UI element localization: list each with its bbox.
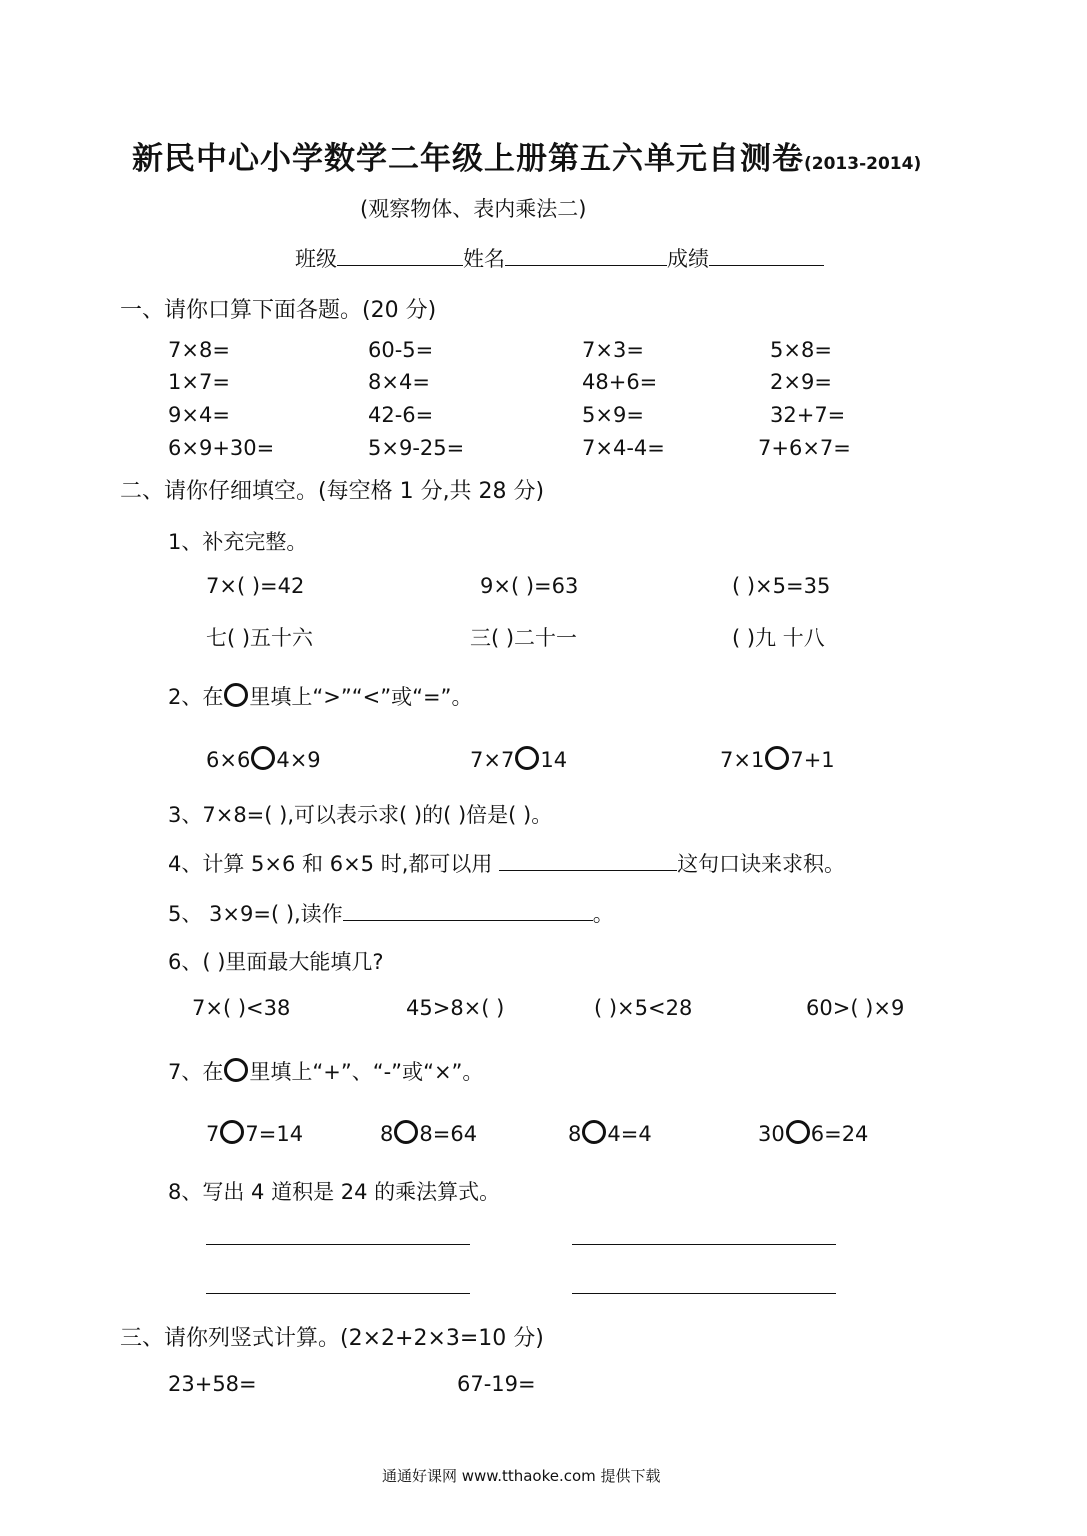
info-line xyxy=(295,243,824,273)
calc-item: 7×3= xyxy=(582,338,644,362)
name-label: 姓名 xyxy=(463,247,505,271)
q5: 5、 3×9=( ),读作 。 xyxy=(168,898,614,928)
q1-item: ( )九 十八 xyxy=(732,626,825,650)
section-1-heading: 一、请你口算下面各题。(20 分) xyxy=(120,298,437,323)
q7-item: 7 7=14 xyxy=(206,1122,304,1146)
q6-item: ( )×5<28 xyxy=(594,996,693,1020)
vertical-calc-item: 23+58= xyxy=(168,1372,257,1396)
q6-item: 60>( )×9 xyxy=(806,996,905,1020)
q7-item: 8 4=4 xyxy=(568,1122,652,1146)
q2-item: 7×1 7+1 xyxy=(720,748,835,772)
calc-item: 6×9+30= xyxy=(168,436,275,460)
subtitle: (观察物体、表内乘法二) xyxy=(360,197,587,221)
calc-item: 1×7= xyxy=(168,370,230,394)
q8-answer-line[interactable] xyxy=(206,1293,470,1294)
calc-item: 7×8= xyxy=(168,338,230,362)
class-blank[interactable] xyxy=(337,243,463,266)
q6-item: 45>8×( ) xyxy=(406,996,505,1020)
q4-answer-blank[interactable] xyxy=(499,848,677,871)
title-text: 新民中心小学数学二年级上册第五六单元自测卷 xyxy=(132,141,804,177)
page-title xyxy=(132,133,921,178)
answer-circle-icon[interactable] xyxy=(582,1120,606,1144)
answer-circle-icon[interactable] xyxy=(251,746,275,770)
name-blank[interactable] xyxy=(505,243,667,266)
calc-item: 8×4= xyxy=(368,370,430,394)
vertical-calc-item: 67-19= xyxy=(457,1372,536,1396)
q2-label: 2、在 里填上“>”“<”或“=”。 xyxy=(168,685,473,709)
calc-item: 5×9= xyxy=(582,403,644,427)
q4: 4、计算 5×6 和 6×5 时,都可以用 这句口诀来求积。 xyxy=(168,848,845,878)
q3: 3、7×8=( ),可以表示求( )的( )倍是( )。 xyxy=(168,803,553,827)
q6-label: 6、( )里面最大能填几? xyxy=(168,950,384,974)
section-3-heading: 三、请你列竖式计算。(2×2+2×3=10 分) xyxy=(120,1326,544,1351)
calc-item: 2×9= xyxy=(770,370,832,394)
q5-answer-blank[interactable] xyxy=(343,898,593,921)
calc-item: 9×4= xyxy=(168,403,230,427)
q1-item: 三( )二十一 xyxy=(470,626,578,650)
calc-item: 32+7= xyxy=(770,403,846,427)
q8-answer-line[interactable] xyxy=(572,1244,836,1245)
q1-item: 7×( )=42 xyxy=(206,574,305,598)
q7-item: 8 8=64 xyxy=(380,1122,478,1146)
q7-item: 30 6=24 xyxy=(758,1122,869,1146)
q1-item: 七( )五十六 xyxy=(206,626,314,650)
calc-item: 7×4-4= xyxy=(582,436,665,460)
calc-item: 5×9-25= xyxy=(368,436,465,460)
q6-item: 7×( )<38 xyxy=(192,996,291,1020)
q2-item: 6×6 4×9 xyxy=(206,748,321,772)
score-label: 成绩 xyxy=(667,247,709,271)
q7-label: 7、在 里填上“+”、“-”或“×”。 xyxy=(168,1060,484,1084)
answer-circle-icon[interactable] xyxy=(220,1120,244,1144)
answer-circle-icon[interactable] xyxy=(786,1120,810,1144)
answer-circle-icon[interactable] xyxy=(765,746,789,770)
circle-icon xyxy=(224,1058,248,1082)
circle-icon xyxy=(224,683,248,707)
q1-label: 1、补充完整。 xyxy=(168,530,308,554)
section-2-heading: 二、请你仔细填空。(每空格 1 分,共 28 分) xyxy=(120,479,545,504)
calc-item: 5×8= xyxy=(770,338,832,362)
answer-circle-icon[interactable] xyxy=(394,1120,418,1144)
q8-label: 8、写出 4 道积是 24 的乘法算式。 xyxy=(168,1180,501,1204)
calc-item: 48+6= xyxy=(582,370,658,394)
calc-item: 42-6= xyxy=(368,403,434,427)
answer-circle-icon[interactable] xyxy=(515,746,539,770)
title-year: (2013-2014) xyxy=(804,154,922,174)
q1-item: ( )×5=35 xyxy=(732,574,831,598)
class-label: 班级 xyxy=(295,247,337,271)
q1-item: 9×( )=63 xyxy=(480,574,579,598)
q8-answer-line[interactable] xyxy=(572,1293,836,1294)
q8-answer-line[interactable] xyxy=(206,1244,470,1245)
score-blank[interactable] xyxy=(709,243,824,266)
calc-item: 7+6×7= xyxy=(758,436,851,460)
q2-item: 7×7 14 xyxy=(470,748,568,772)
calc-item: 60-5= xyxy=(368,338,434,362)
footer-credit: 通通好课网 www.tthaoke.com 提供下载 xyxy=(382,1467,661,1485)
